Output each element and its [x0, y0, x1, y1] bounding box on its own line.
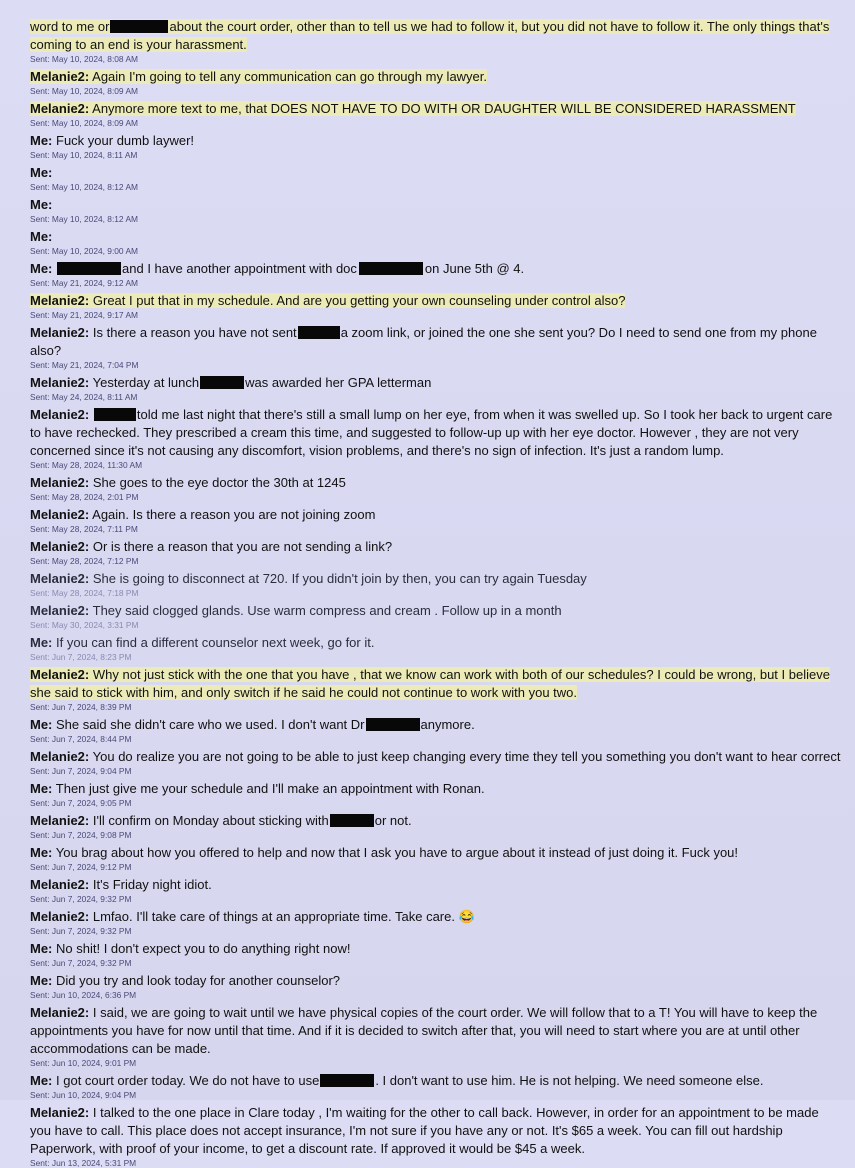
message-text: Did you try and look today for another counselor?: [56, 973, 341, 988]
sent-timestamp: Sent: Jun 7, 2024, 8:23 PM: [30, 652, 132, 662]
message-entry: [30, 1104, 841, 1168]
message-body: [30, 197, 52, 212]
message-sender: Melanie2:: [30, 101, 90, 116]
redaction-bar: [94, 408, 136, 421]
message-entry: [30, 228, 841, 256]
message-sender: Melanie2:: [30, 571, 90, 586]
redaction-bar: [200, 376, 244, 389]
message-text: They said clogged glands. Use warm compress and cream . Follow up in a month: [92, 603, 562, 618]
message-sender: Melanie2:: [30, 1105, 90, 1120]
message-sender: Me:: [30, 229, 53, 244]
message-sender: Me:: [30, 635, 53, 650]
message-text: Lmfao. I'll take care of things at an appropriate time. Take care. 😂: [92, 909, 475, 924]
message-sender: Melanie2:: [30, 375, 90, 390]
message-body: [30, 749, 840, 764]
sent-timestamp: Sent: May 28, 2024, 7:18 PM: [30, 588, 139, 598]
message-entry: [30, 324, 841, 370]
sent-timestamp: Sent: Jun 7, 2024, 9:32 PM: [30, 894, 132, 904]
redaction-bar: [359, 262, 423, 275]
message-text: You do realize you are not going to be able to just keep changing every time they tell you something you don't want to hear correct: [92, 749, 841, 764]
message-sender: Me:: [30, 781, 53, 796]
redaction-bar: [298, 326, 340, 339]
message-body: [30, 165, 52, 180]
message-entry: [30, 538, 841, 566]
message-text: Again I'm going to tell any communication can go through my lawyer.: [92, 69, 488, 84]
message-text: Again. Is there a reason you are not joining zoom: [92, 507, 376, 522]
message-entry: [30, 780, 841, 808]
sent-timestamp: Sent: May 28, 2024, 7:12 PM: [30, 556, 139, 566]
message-entry: [30, 260, 841, 288]
message-text: No shit! I don't expect you to do anything right now!: [56, 941, 351, 956]
message-body: [30, 909, 475, 924]
message-entry: [30, 972, 841, 1000]
message-entry: [30, 196, 841, 224]
sent-timestamp: Sent: Jun 7, 2024, 9:08 PM: [30, 830, 132, 840]
message-entry: [30, 68, 841, 96]
message-entry: [30, 634, 841, 662]
sent-timestamp: Sent: May 28, 2024, 2:01 PM: [30, 492, 139, 502]
sent-timestamp: Sent: Jun 10, 2024, 6:36 PM: [30, 990, 137, 1000]
message-body: [30, 941, 350, 956]
message-entry: [30, 506, 841, 534]
message-sender: Me:: [30, 717, 53, 732]
sent-timestamp: Sent: Jun 13, 2024, 5:31 PM: [30, 1158, 137, 1168]
message-text-continued: . I don't want to use him. He is not helping. We need someone else.: [375, 1073, 764, 1088]
message-text: word to me or: [30, 19, 110, 34]
message-body: [30, 19, 829, 52]
sent-timestamp: Sent: May 10, 2024, 8:09 AM: [30, 118, 139, 128]
message-entry: [30, 406, 841, 470]
message-body: [30, 781, 485, 796]
sent-timestamp: Sent: May 24, 2024, 8:11 AM: [30, 392, 138, 402]
message-entry: [30, 1072, 841, 1100]
message-sender: Me:: [30, 1073, 53, 1088]
message-sender: Me:: [30, 845, 53, 860]
message-text-continued: and I have another appointment with doc: [122, 261, 357, 276]
message-entry: [30, 940, 841, 968]
sent-timestamp: Sent: May 10, 2024, 8:08 AM: [30, 54, 139, 64]
message-text: Great I put that in my schedule. And are you getting your own counseling under control also?: [92, 293, 626, 308]
sent-timestamp: Sent: Jun 7, 2024, 9:12 PM: [30, 862, 132, 872]
message-entry: [30, 18, 841, 64]
message-entry: [30, 100, 841, 128]
message-sender: Melanie2:: [30, 749, 90, 764]
message-text: Fuck your dumb laywer!: [56, 133, 195, 148]
message-text: I talked to the one place in Clare today , I'm waiting for the other to call back. However, in order for an appointment to be made you have to call. This place does not accept insurance, I'm not sure if you have any or not. It's $65 a week. You can fill out hardship Paperwork, with proof of your income, to get a discount rate. If approved it would be $45 a week.: [30, 1105, 819, 1156]
message-entry: [30, 908, 841, 936]
message-entry: [30, 164, 841, 192]
message-body: [30, 293, 625, 308]
message-entry: [30, 844, 841, 872]
sent-timestamp: Sent: May 10, 2024, 8:12 AM: [30, 214, 139, 224]
sent-timestamp: Sent: May 28, 2024, 11:30 AM: [30, 460, 143, 470]
message-sender: Melanie2:: [30, 407, 90, 422]
redaction-bar: [366, 718, 420, 731]
message-body: [30, 101, 796, 116]
message-text: If you can find a different counselor next week, go for it.: [56, 635, 375, 650]
message-text: Why not just stick with the one that you have , that we know can work with both of our schedules? I could be wrong, but I believe she said to stick with him, and only switch if he said he could not continue to work with you two.: [30, 667, 830, 700]
message-text-continued: or not.: [374, 813, 412, 828]
message-text-continued: told me last night that there's still a small lump on her eye, from when it was swelled up. So I took her back to urgent care to have rechecked. They prescribed a cream this time, and suggested to follow-up up with her eye doctor. However , they are not very concerned since it's not causing any discomfort, vision problems, and there's no sign of infection. It's just a random lump.: [30, 407, 833, 458]
message-body: [30, 845, 738, 860]
message-body: [30, 667, 830, 700]
sent-timestamp: Sent: Jun 7, 2024, 8:39 PM: [30, 702, 132, 712]
message-text: I'll confirm on Monday about sticking with: [92, 813, 329, 828]
message-entry: [30, 876, 841, 904]
sent-timestamp: Sent: Jun 7, 2024, 9:05 PM: [30, 798, 132, 808]
sent-timestamp: Sent: Jun 7, 2024, 8:44 PM: [30, 734, 132, 744]
message-sender: Melanie2:: [30, 667, 90, 682]
message-text-continued: about the court order, other than to tell us we had to follow it, but you did not have to follow it. The only things that's coming to an end is your harassment.: [30, 19, 830, 52]
sent-timestamp: Sent: Jun 10, 2024, 9:01 PM: [30, 1058, 137, 1068]
message-text: Is there a reason you have not sent: [92, 325, 297, 340]
sent-timestamp: Sent: May 10, 2024, 9:00 AM: [30, 246, 139, 256]
message-sender: Melanie2:: [30, 507, 90, 522]
message-sender: Me:: [30, 941, 53, 956]
sent-timestamp: Sent: May 10, 2024, 8:12 AM: [30, 182, 139, 192]
sent-timestamp: Sent: Jun 10, 2024, 9:04 PM: [30, 1090, 137, 1100]
message-body: [30, 973, 340, 988]
message-text: Then just give me your schedule and I'll make an appointment with Ronan.: [55, 781, 485, 796]
message-body: [30, 229, 52, 244]
message-text: She goes to the eye doctor the 30th at 1245: [92, 475, 346, 490]
message-text: Yesterday at lunch: [92, 375, 200, 390]
message-entry: [30, 132, 841, 160]
message-entry: [30, 716, 841, 744]
redaction-bar: [57, 262, 121, 275]
message-body: [30, 407, 832, 458]
message-body: [30, 813, 412, 828]
message-body: [30, 571, 587, 586]
message-body: [30, 69, 487, 84]
message-body: [30, 603, 562, 618]
sent-timestamp: Sent: May 21, 2024, 9:17 AM: [30, 310, 139, 320]
message-sender: Melanie2:: [30, 325, 90, 340]
message-body: [30, 1073, 763, 1088]
message-sender: Me:: [30, 261, 53, 276]
message-body: [30, 475, 346, 490]
message-sender: Melanie2:: [30, 539, 90, 554]
message-text: She is going to disconnect at 720. If you didn't join by then, you can try again Tuesday: [92, 571, 587, 586]
message-sender: Me:: [30, 165, 53, 180]
message-sender: Melanie2:: [30, 475, 90, 490]
message-sender: Me:: [30, 197, 53, 212]
message-text: You brag about how you offered to help and now that I ask you have to argue about it instead of just doing it. Fuck you!: [55, 845, 739, 860]
message-entry: [30, 570, 841, 598]
message-body: [30, 375, 431, 390]
message-body: [30, 635, 374, 650]
message-body: [30, 507, 375, 522]
message-sender: Melanie2:: [30, 813, 90, 828]
message-body: [30, 133, 194, 148]
sent-timestamp: Sent: May 21, 2024, 9:12 AM: [30, 278, 139, 288]
message-entry: [30, 666, 841, 712]
message-text: I got court order today. We do not have to use: [56, 1073, 320, 1088]
message-sender: Me:: [30, 973, 53, 988]
message-entry: [30, 812, 841, 840]
message-sender: Me:: [30, 133, 53, 148]
message-body: [30, 877, 212, 892]
message-sender: Melanie2:: [30, 909, 90, 924]
message-sender: Melanie2:: [30, 603, 90, 618]
message-sender: Melanie2:: [30, 69, 90, 84]
message-body: [30, 261, 524, 276]
message-body: [30, 717, 475, 732]
sent-timestamp: Sent: May 10, 2024, 8:11 AM: [30, 150, 138, 160]
message-entry: [30, 374, 841, 402]
message-body: [30, 1105, 819, 1156]
sent-timestamp: Sent: Jun 7, 2024, 9:04 PM: [30, 766, 132, 776]
message-text: She said she didn't care who we used. I don't want Dr: [56, 717, 365, 732]
message-entry: [30, 1004, 841, 1068]
message-text: Or is there a reason that you are not sending a link?: [92, 539, 393, 554]
message-text: I said, we are going to wait until we have physical copies of the court order. We will follow that to a T! You will have to keep the appointments you have for now until that time. And if it is decided to switch after that, you will need to start where you are at until other accommodations can be made.: [30, 1005, 818, 1056]
message-text: It's Friday night idiot.: [92, 877, 212, 892]
message-entry: [30, 748, 841, 776]
message-body: [30, 539, 392, 554]
message-text-continued: a zoom link, or joined the one she sent you? Do I need to send one from my phone also?: [30, 325, 817, 358]
message-entry: [30, 474, 841, 502]
sent-timestamp: Sent: May 28, 2024, 7:11 PM: [30, 524, 138, 534]
message-entry: [30, 602, 841, 630]
redaction-bar: [330, 814, 374, 827]
message-sender: Melanie2:: [30, 293, 90, 308]
sent-timestamp: Sent: May 30, 2024, 3:31 PM: [30, 620, 139, 630]
redaction-bar: [110, 20, 168, 33]
message-entry: [30, 292, 841, 320]
message-text: Anymore more text to me, that DOES NOT HAVE TO DO WITH OR DAUGHTER WILL BE CONSIDERED HARASSMENT: [92, 101, 796, 116]
sent-timestamp: Sent: Jun 7, 2024, 9:32 PM: [30, 926, 132, 936]
sent-timestamp: Sent: Jun 7, 2024, 9:32 PM: [30, 958, 132, 968]
message-text-continued: anymore.: [420, 717, 475, 732]
sent-timestamp: Sent: May 21, 2024, 7:04 PM: [30, 360, 139, 370]
message-text-continued: on June 5th @ 4.: [424, 261, 525, 276]
message-text-continued: was awarded her GPA letterman: [245, 375, 432, 390]
message-body: [30, 1005, 817, 1056]
sent-timestamp: Sent: May 10, 2024, 8:09 AM: [30, 86, 139, 96]
redaction-bar: [320, 1074, 374, 1087]
message-sender: Melanie2:: [30, 1005, 90, 1020]
message-body: [30, 325, 817, 358]
message-sender: Melanie2:: [30, 877, 90, 892]
